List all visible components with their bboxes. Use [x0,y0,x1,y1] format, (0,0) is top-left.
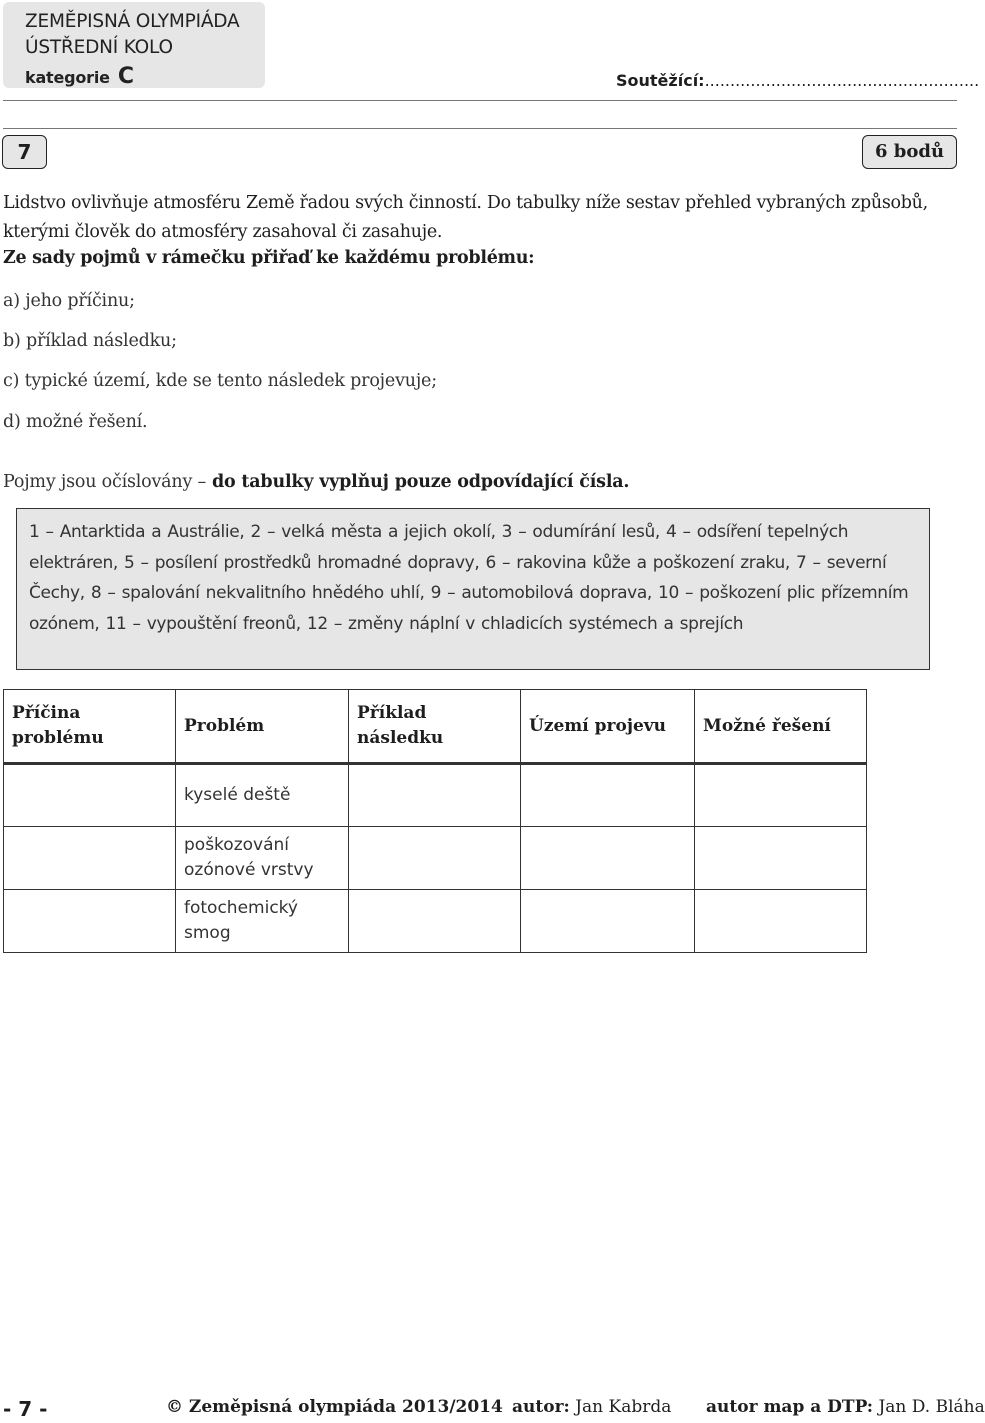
header-consequence: Příklad následku [349,690,521,764]
answer-cell-consequence[interactable] [349,764,521,827]
header-problem: Problém [176,690,349,764]
task-item-a: a) jeho příčinu; [3,291,135,311]
olympiad-title: ZEMĚPISNÁ OLYMPIÁDA [25,11,240,32]
table-row [4,827,867,890]
answer-cell-solution[interactable] [695,827,867,890]
author-name: Jan Kabrda [575,1397,672,1417]
author [512,1397,671,1417]
copyright: © Zeměpisná olympiáda 2013/2014 [166,1397,503,1417]
contestant-field [616,71,979,90]
answer-cell-cause[interactable] [4,764,176,827]
map-author-name: Jan D. Bláha [878,1397,985,1417]
map-author-label: autor map a DTP: [706,1397,874,1417]
map-author [706,1397,985,1417]
category-label: kategorie [25,68,110,87]
table-row [4,764,867,827]
answer-cell-territory[interactable] [521,764,695,827]
answer-cell-solution[interactable] [695,764,867,827]
note-prefix: Pojmy jsou očíslovány – [3,472,207,492]
table-row [4,890,867,953]
header-title-box [3,2,265,88]
task-item-d: d) možné řešení. [3,412,148,432]
question-points: 6 bodů [862,135,957,169]
contestant-label: Soutěžící: [616,71,705,90]
contestant-dots: ...................................................... [704,71,980,90]
answer-cell-territory[interactable] [521,890,695,953]
terms-box: 1 – Antarktida a Austrálie, 2 – velká města a jejich okolí, 3 – odumírání lesů, 4 – odsíření tepelných elektráren, 5 – posílení prostředků hromadné dopravy, 6 – rakovina kůže a poškození zraku, 7 – severní Čechy, 8 – spalování nekvalitního hnědého uhlí, 9 – automobilová doprava, 10 – poškození plic přízemním ozónem, 11 – vypouštění freonů, 12 – změny náplní v chladicích systémech a sprejích [16,508,930,670]
question-number: 7 [2,135,47,169]
question-instruction: Ze sady pojmů v rámečku přiřaď ke každému problému: [3,248,535,268]
round-title: ÚSTŘEDNÍ KOLO [25,37,173,58]
question-rule [3,128,957,129]
page-footer [0,1397,985,1421]
problem-cell: fotochemický smog [176,890,349,953]
answer-note [3,472,629,492]
header-rule [3,100,957,101]
page-number: - 7 - [3,1397,48,1421]
answer-cell-territory[interactable] [521,827,695,890]
answer-table [3,689,867,953]
header-cause: Příčina problému [4,690,176,764]
answer-cell-cause[interactable] [4,827,176,890]
problem-cell: kyselé deště [176,764,349,827]
category-line [25,64,134,89]
answer-cell-cause[interactable] [4,890,176,953]
task-item-b: b) příklad následku; [3,331,177,351]
problem-cell: poškozování ozónové vrstvy [176,827,349,890]
category-value: C [117,64,134,89]
answer-cell-consequence[interactable] [349,827,521,890]
answer-cell-consequence[interactable] [349,890,521,953]
question-intro: Lidstvo ovlivňuje atmosféru Země řadou svých činností. Do tabulky níže sestav přehled vybraných způsobů, kterými člověk do atmosféry zasahoval či zasahuje. [3,193,928,242]
header-solution: Možné řešení [695,690,867,764]
answer-cell-solution[interactable] [695,890,867,953]
note-bold: do tabulky vyplňuj pouze odpovídající čísla. [206,472,630,492]
task-item-c: c) typické území, kde se tento následek projevuje; [3,371,437,391]
author-label: autor: [512,1397,570,1417]
header-territory: Území projevu [521,690,695,764]
table-header-row [4,690,867,764]
